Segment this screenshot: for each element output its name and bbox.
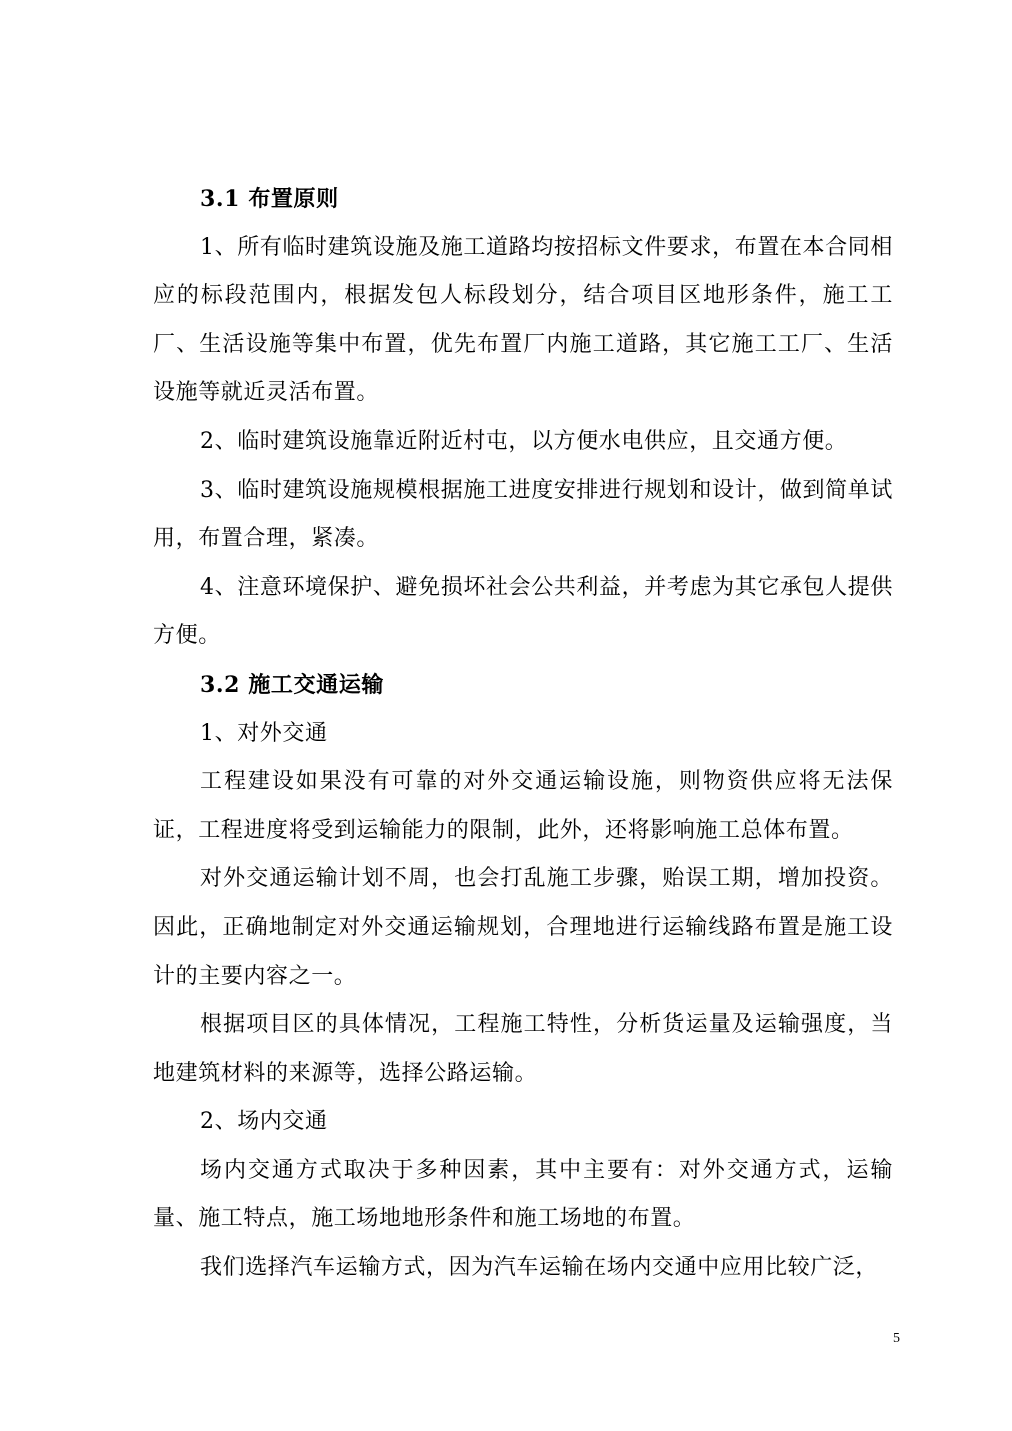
section-heading-3-2: 3.2 施工交通运输 — [200, 671, 384, 698]
paragraph-principle-2: 2、临时建筑设施靠近附近村屯，以方便水电供应，且交通方便。 — [200, 428, 848, 454]
paragraph-principle-3: 3、临时建筑设施规模根据施工进度安排进行规划和设计，做到简单试用，布置合理，紧凑。 — [153, 477, 893, 552]
paragraph-site-traffic-2: 我们选择汽车运输方式，因为汽车运输在场内交通中应用比较广泛， — [200, 1255, 879, 1281]
paragraph-external-traffic-3: 根据项目区的具体情况，工程施工特性，分析货运量及运输强度，当地建筑材料的来源等，选择公路运输。 — [153, 1012, 893, 1086]
paragraph-external-traffic-1: 工程建设如果没有可靠的对外交通运输设施，则物资供应将无法保证，工程进度将受到运输能力的限制，此外，还将影响施工总体布置。 — [153, 769, 893, 843]
section-heading-3-1: 3.1 布置原则 — [200, 186, 339, 212]
page-number: 5 — [893, 1331, 900, 1346]
paragraph-principle-1: 1、所有临时建筑设施及施工道路均按招标文件要求，布置在本合同相应的标段范围内，根据发包人标段划分，结合项目区地形条件，施工工厂、生活设施等集中布置，优先布置厂内施工道路，其它施工工厂、生活设施等就近灵活布置。 — [153, 234, 893, 406]
paragraph-site-traffic-1: 场内交通方式取决于多种因素，其中主要有：对外交通方式，运输量、施工特点，施工场地地形条件和施工场地的布置。 — [153, 1157, 893, 1232]
subheading-site-traffic: 2、场内交通 — [200, 1109, 328, 1135]
paragraph-external-traffic-2: 对外交通运输计划不周，也会打乱施工步骤，贻误工期，增加投资。因此，正确地制定对外交通运输规划，合理地进行运输线路布置是施工设计的主要内容之一。 — [153, 866, 893, 989]
document-body — [153, 175, 893, 1293]
paragraph-principle-4: 4、注意环境保护、避免损坏社会公共利益，并考虑为其它承包人提供方便。 — [153, 574, 893, 649]
subheading-external-traffic: 1、对外交通 — [200, 720, 328, 746]
